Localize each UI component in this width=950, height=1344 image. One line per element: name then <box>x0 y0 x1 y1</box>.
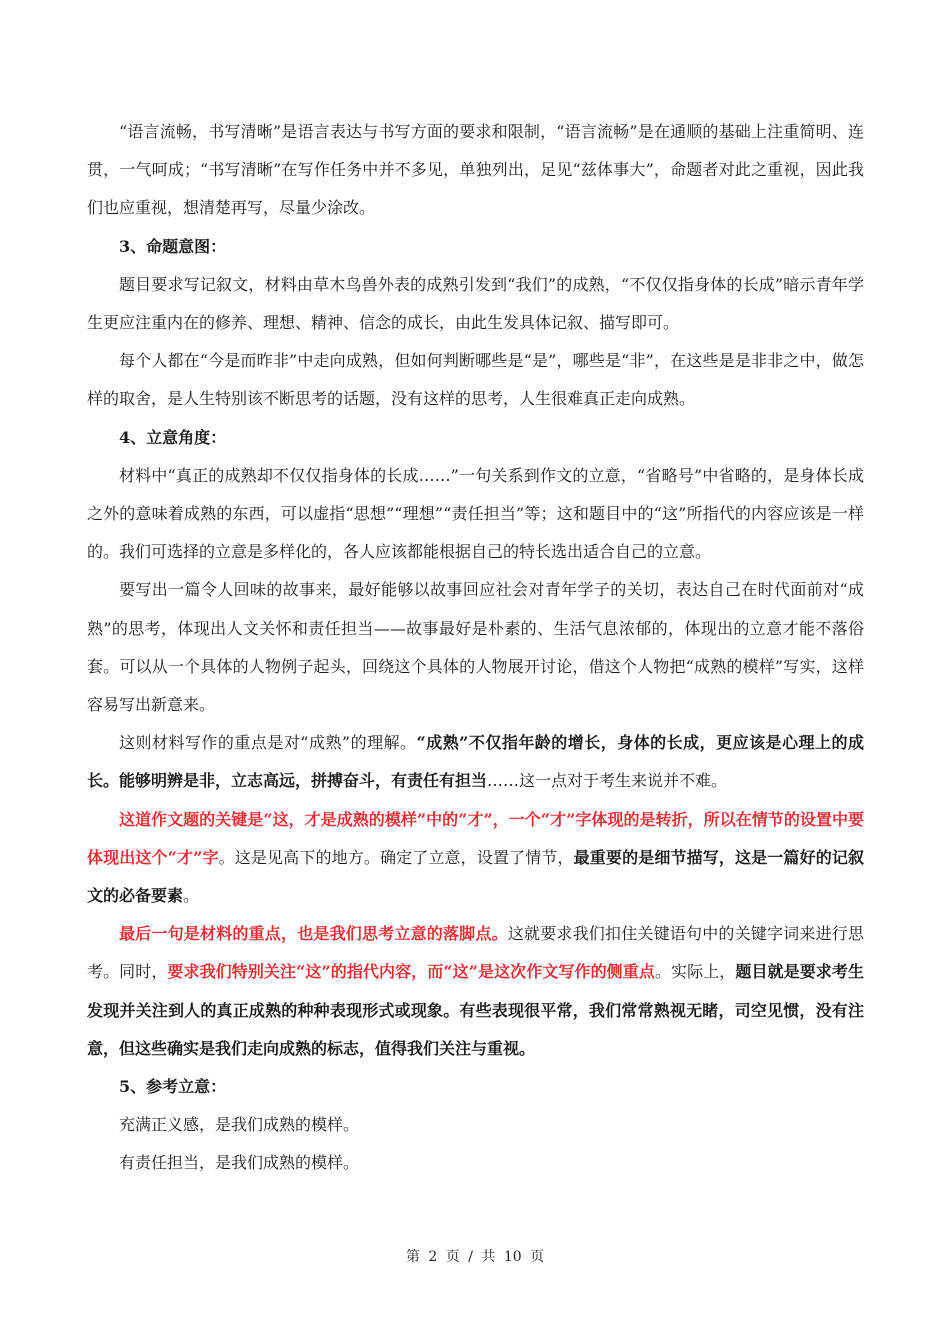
document-body <box>87 113 864 1183</box>
paragraph <box>87 915 864 1068</box>
text-run: 最后一句是材料的重点，也是我们思考立意的落脚点。 <box>119 924 508 944</box>
paragraph <box>87 342 864 418</box>
text-run: 最重要的是细节描写，这是一篇好的记叙文的必备要素 <box>87 847 864 906</box>
text-run: ……这一点对于考生来说并不难。 <box>487 771 728 791</box>
footer-separator: / <box>468 1249 473 1265</box>
footer-page-word: 页 <box>445 1249 460 1265</box>
paragraph <box>87 1106 864 1144</box>
footer-current-page: 2 <box>428 1249 438 1265</box>
text-run: 这就要求我们扣住关键语句中的关键字词来进行思考。同时， <box>87 924 864 982</box>
paragraph <box>87 266 864 342</box>
text-run: 题目要求写记叙文，材料由草木鸟兽外表的成熟引发到“我们”的成熟，“不仅仅指身体的长成”暗示青年学生更应注重内在的修养、理想、精神、信念的成长，由此生发具体记叙、描写即可。 <box>87 274 864 333</box>
text-run: 题目就是要求考生发现并关注到人的真正成熟的种种表现形式或现象。有些表现很平常，我们常常熟视无睹，司空见惯，没有注意，但这些确实是我们走向成熟的标志，值得我们关注与重视。 <box>87 962 864 1058</box>
text-run: 材料中“真正的成熟却不仅仅指身体的长成……”一句关系到作文的立意，“省略号”中省略的，是身体长成之外的意味着成熟的东西，可以虚指“思想”“理想”“责任担当”等；这和题目中的“这”所指代的内容应该是一样的。我们可选择的立意是多样化的，各人应该都能根据自己的特长选出适合自己的立意。 <box>87 465 864 562</box>
paragraph <box>87 228 864 266</box>
footer-total-pages: 10 <box>503 1249 522 1265</box>
paragraph <box>87 801 864 916</box>
text-run: 。 <box>183 886 200 906</box>
text-run: “成熟”不仅指年龄的增长，身体的长成，更应该是心理上的成长。能够明辨是非，立志高远，拼搏奋斗，有责任有担当 <box>87 733 864 791</box>
paragraph <box>87 419 864 457</box>
text-run: 。实际上， <box>654 962 736 982</box>
text-run: 这则材料写作的重点是对“成熟”的理解。 <box>119 733 417 753</box>
text-run: 这道作文题的关键是“这，才是成熟的模样”中的“才”，一个“才”字体现的是转折，所以在情节的设置中要体现出这个“才”字 <box>87 809 864 867</box>
footer-total-word: 页 <box>530 1249 545 1265</box>
text-run: “语言流畅，书写清晰”是语言表达与书写方面的要求和限制，“语言流畅”是在通顺的基础上注重简明、连贯，一气呵成；“书写清晰”在写作任务中并不多见，单独列出，足见“兹体事大”，命题者对此之重视，因此我们也应重视，想清楚再写，尽量少涂改。 <box>87 122 864 218</box>
text-run: 要写出一篇令人回味的故事来，最好能够以故事回应社会对青年学子的关切，表达自己在时代面前对“成熟”的思考，体现出人文关怀和责任担当——故事最好是朴素的、生活气息浓郁的，体现出的立意才能不落俗套。可以从一个具体的人物例子起头，回绕这个具体的人物展开讨论，借这个人物把“成熟的模样”写实，这样容易写出新意来。 <box>87 580 864 715</box>
footer-total-prefix: 共 <box>481 1249 496 1265</box>
paragraph <box>87 113 864 228</box>
paragraph <box>87 1068 864 1106</box>
text-run: 。这是见高下的地方。确定了立意，设置了情节， <box>218 847 574 867</box>
text-run: 每个人都在“今是而昨非”中走向成熟，但如何判断哪些是“是”，哪些是“非”，在这些是是非非之中，做怎样的取舍，是人生特别该不断思考的话题，没有这样的思考，人生很难真正走向成熟。 <box>87 351 864 409</box>
page-footer <box>0 1246 950 1266</box>
text-run: 3、命题意图： <box>119 236 227 256</box>
footer-prefix: 第 <box>405 1249 420 1265</box>
text-run: 要求我们特别关注“这”的指代内容，而“这”是这次作文写作的侧重点 <box>167 962 655 982</box>
paragraph <box>87 457 864 572</box>
text-run: 4、立意角度： <box>119 427 227 447</box>
text-run: 充满正义感，是我们成熟的模样。 <box>119 1115 360 1135</box>
text-run: 有责任担当，是我们成熟的模样。 <box>119 1153 360 1173</box>
paragraph <box>87 571 864 724</box>
paragraph <box>87 1144 864 1182</box>
text-run: 5、参考立意： <box>119 1077 227 1097</box>
paragraph <box>87 724 864 800</box>
